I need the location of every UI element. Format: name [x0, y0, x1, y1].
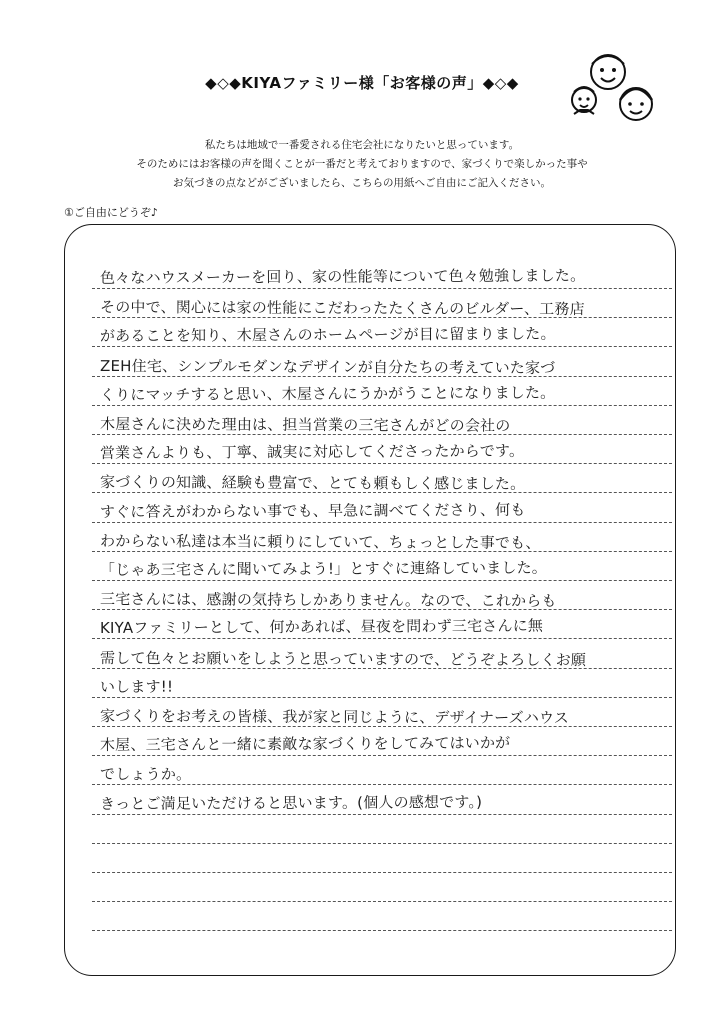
intro-line: お気づきの点などがございましたら、こちらの用紙へご自由にご記入ください。 [173, 177, 551, 189]
intro-line: そのためにはお客様の声を聞くことが一番だと考えておりますので、家づくりで楽しかった事や [136, 158, 588, 170]
ruled-line [92, 346, 672, 347]
ruled-line [92, 697, 672, 698]
ruled-line [92, 901, 672, 902]
face-icon [572, 87, 596, 114]
handwritten-line: くりにマッチすると思い、木屋さんにうかがうことになりました。 [99, 383, 556, 404]
page-title: ◆◇◆KIYAファミリー様「お客様の声」◆◇◆ [205, 74, 519, 92]
face-icon [620, 88, 652, 120]
ruled-line [92, 463, 672, 464]
intro-text [0, 136, 724, 193]
handwritten-line: 木屋、三宅さんと一緒に素敵な家づくりをしてみてはいかが [99, 733, 511, 754]
ruled-line [92, 843, 672, 844]
ruled-line [92, 580, 672, 581]
handwritten-line: その中で、関心には家の性能にこだわったたくさんのビルダー、工務店 [100, 298, 585, 319]
ruled-line [92, 872, 672, 873]
handwritten-line: 色々なハウスメーカーを回り、家の性能等について色々勉強しました。 [99, 266, 586, 287]
handwritten-line: KIYAファミリーとして、何かあれば、昼夜を問わず三宅さんに無 [99, 616, 544, 637]
family-illustration [570, 48, 666, 130]
ruled-line [92, 522, 672, 523]
handwritten-line: 三宅さんには、感謝の気持ちしかありません。なので、これからも [100, 590, 557, 610]
ruled-line [92, 814, 672, 815]
handwritten-line: 木屋さんに決めた理由は、担当営業の三宅さんがどの会社の [100, 415, 511, 435]
face-icon [591, 55, 625, 89]
handwritten-line: 営業さんよりも、丁寧、誠実に対応してくださったからです。 [99, 441, 525, 462]
ruled-line [92, 288, 672, 289]
handwritten-line: 「じゃあ三宅さんに聞いてみよう!」とすぐに連絡していました。 [99, 558, 548, 579]
ruled-line [92, 638, 672, 639]
handwritten-line: でしょうか。 [100, 765, 192, 784]
ruled-line [92, 755, 672, 756]
handwritten-line: わからない私達は本当に頼りにしていて、ちょっとした事でも、 [100, 532, 541, 552]
handwritten-line: 家づくりの知識、経験も豊富で、とても頼もしく感じました。 [100, 473, 526, 493]
free-comment-prompt: ①ご自由にどうぞ♪ [64, 206, 158, 219]
intro-line: 私たちは地域で一番愛される住宅会社になりたいと思っています。 [204, 139, 520, 151]
handwritten-line: があることを知り、木屋さんのホームページが目に留まりました。 [99, 324, 556, 345]
handwritten-line: いします!! [99, 677, 174, 696]
handwritten-line: 家づくりをお考えの皆様、我が家と同じように、デザイナーズハウス [100, 707, 570, 728]
handwritten-line: きっとご満足いただけると思います。(個人の感想です。) [99, 792, 483, 813]
ruled-line [92, 405, 672, 406]
handwritten-line: 需して色々とお願いをしようと思っていますので、どうぞよろしくお願 [100, 649, 587, 670]
ruled-line [92, 930, 672, 931]
handwritten-line: ZEH住宅、シンプルモダンなデザインが自分たちの考えていた家づ [100, 357, 556, 377]
handwritten-line: すぐに答えがわからない事でも、早急に調べてくださり、何も [99, 500, 526, 521]
